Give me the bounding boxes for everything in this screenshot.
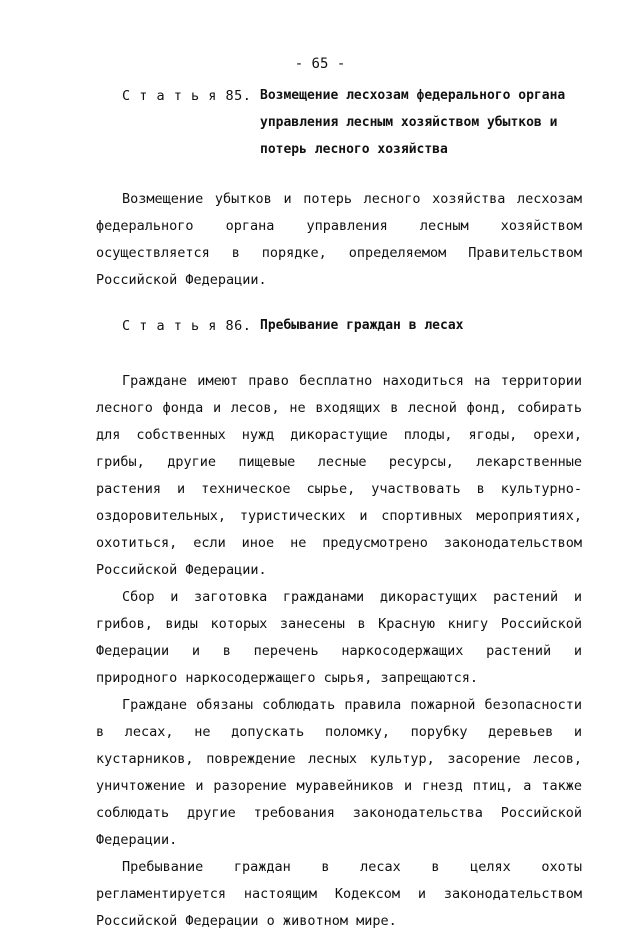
article-86-title: Пребывание граждан в лесах bbox=[260, 318, 464, 333]
article-86-paragraph-4: Пребывание граждан в лесах в целях охоты регламентируется настоящим Кодексом и законодательством Российской Федерации о животном мире. bbox=[96, 859, 582, 929]
article-86-label: С т а т ь я 86. bbox=[122, 318, 252, 334]
article-85-body bbox=[96, 186, 582, 294]
article-86-paragraph-1: Граждане имеют право бесплатно находиться на территории лесного фонда и лесов, не входящих в лесной фонд, собирать для собственных нужд дикорастущие плоды, ягоды, орехи, грибы, другие пищевые лесные ресурсы, лекарственные растения и техническое сырье, участвовать в культурно-оздоровительных, туристических и спортивных мероприятиях, охотиться, если иное не предусмотрено законодательством Российской Федерации. bbox=[96, 373, 582, 578]
article-86-body bbox=[96, 368, 582, 935]
article-85-label: С т а т ь я 85. bbox=[122, 88, 252, 104]
article-86-paragraph-2: Сбор и заготовка гражданами дикорастущих растений и грибов, виды которых занесены в Красную книгу Российской Федерации и в перечень наркосодержащих растений и природного наркосодержащего сырья, запрещаются. bbox=[96, 589, 582, 686]
article-85-paragraph-1: Возмещение убытков и потерь лесного хозяйства лесхозам федерального органа управления лесным хозяйством осуществляется в порядке, определяемом Правительством Российской Федерации. bbox=[96, 191, 582, 288]
article-86-paragraph-3: Граждане обязаны соблюдать правила пожарной безопасности в лесах, не допускать поломку, порубку деревьев и кустарников, повреждение лесных культур, засорение лесов, уничтожение и разорение муравейников и гнезд птиц, а также соблюдать другие требования законодательства Российской Федерации. bbox=[96, 697, 582, 848]
page-number: - 65 - bbox=[294, 56, 346, 72]
article-85-title: Возмещение лесхозам федерального органа управления лесным хозяйством убытков и потерь лесного хозяйства bbox=[260, 88, 566, 157]
